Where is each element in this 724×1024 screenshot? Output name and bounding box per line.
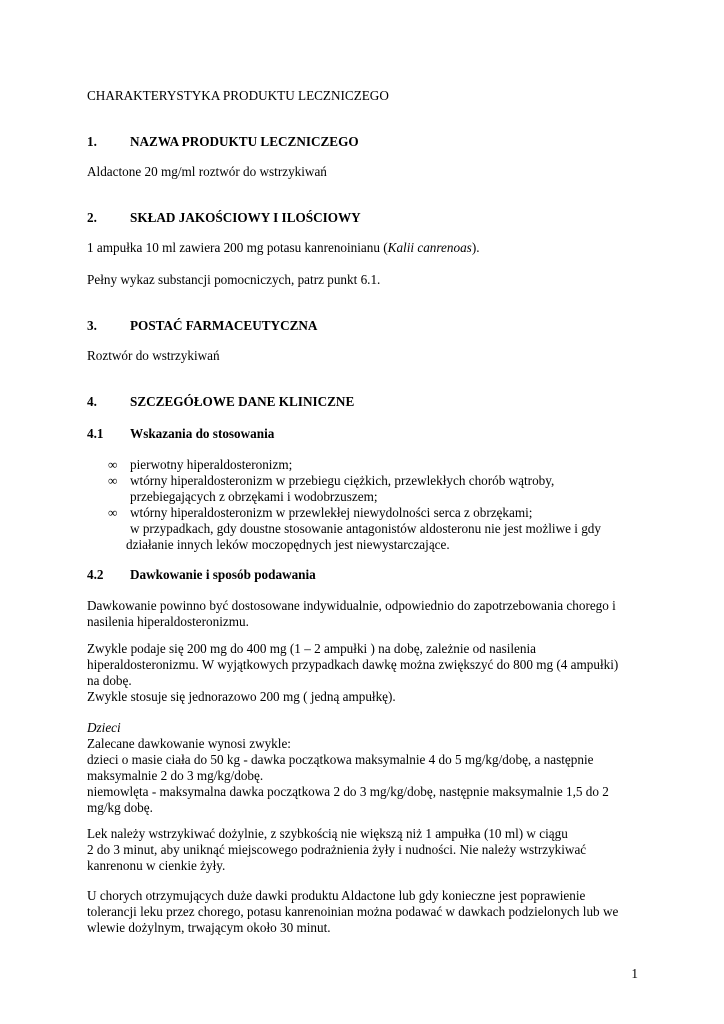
subsection-title: Wskazania do stosowania	[130, 426, 275, 441]
section-number: 3.	[87, 318, 97, 333]
paragraph	[87, 888, 647, 936]
infinity-bullet-icon: ∞	[108, 473, 118, 488]
list-item	[108, 457, 648, 473]
paragraph-line: mg/kg dobę.	[87, 800, 153, 815]
section-3-heading	[87, 318, 647, 334]
section-2-heading	[87, 210, 647, 226]
paragraph-line: niemowlęta - maksymalna dawka początkowa 2 do 3 mg/kg/dobę, następnie maksymalnie 1,5 do 2	[87, 784, 609, 799]
list-item-text: wtórny hiperaldosteronizm w przebiegu ciężkich, przewlekłych chorób wątroby,	[130, 473, 555, 488]
list-item	[108, 505, 648, 553]
paragraph-line: Dawkowanie powinno być dostosowane indywidualnie, odpowiednio do zapotrzebowania chorego i	[87, 598, 616, 613]
subsection-number: 4.1	[87, 426, 104, 441]
list-item-text: przebiegających z obrzękami i wodobrzuszem;	[130, 489, 378, 504]
excipients-text: Pełny wykaz substancji pomocniczych, patrz punkt 6.1.	[87, 272, 381, 287]
subsection-4-2-heading	[87, 567, 647, 583]
section-title: POSTAĆ FARMACEUTYCZNA	[130, 318, 318, 333]
paragraph-line: tolerancji leku przez chorego, potasu kanrenoinian można podawać w dawkach podzielonych lub we	[87, 904, 619, 919]
paragraph-line: Zwykle podaje się 200 mg do 400 mg (1 – 2 ampułki ) na dobę, zależnie od nasilenia	[87, 641, 536, 656]
list-item-text: działanie innych leków moczopędnych jest niewystarczające.	[126, 537, 450, 552]
document-title: CHARAKTERYSTYKA PRODUKTU LECZNICZEGO	[87, 88, 389, 103]
composition-text-part: ).	[471, 240, 480, 255]
page-number: 1	[631, 966, 638, 981]
paragraph	[87, 641, 647, 705]
pharmaceutical-form: Roztwór do wstrzykiwań	[87, 348, 220, 363]
section-number: 2.	[87, 210, 97, 225]
paragraph-line: kanrenonu w cienkie żyły.	[87, 858, 226, 873]
paragraph-line: na dobę.	[87, 673, 132, 688]
subsection-number: 4.2	[87, 567, 104, 582]
children-heading: Dzieci	[87, 720, 121, 735]
infinity-bullet-icon: ∞	[108, 457, 118, 472]
section-title: NAZWA PRODUKTU LECZNICZEGO	[130, 134, 359, 149]
composition-text-part: 1 ampułka 10 ml zawiera 200 mg potasu kanrenoinianu (	[87, 240, 388, 255]
list-item-text: w przypadkach, gdy doustne stosowanie antagonistów aldosteronu nie jest możliwe i gdy	[130, 521, 601, 536]
list-item-text: pierwotny hiperaldosteronizm;	[130, 457, 293, 472]
composition-text	[87, 240, 480, 256]
subsection-title: Dawkowanie i sposób podawania	[130, 567, 316, 582]
paragraph-line: wlewie dożylnym, trwającym około 30 minut.	[87, 920, 331, 935]
paragraph	[87, 598, 647, 630]
product-name: Aldactone 20 mg/ml roztwór do wstrzykiwań	[87, 164, 327, 179]
section-4-heading	[87, 394, 647, 410]
paragraph-line: hiperaldosteronizmu. W wyjątkowych przypadkach dawkę można zwiększyć do 800 mg (4 ampułki)	[87, 657, 619, 672]
paragraph-line: dzieci o masie ciała do 50 kg - dawka początkowa maksymalnie 4 do 5 mg/kg/dobę, a następnie	[87, 752, 594, 767]
section-title: SKŁAD JAKOŚCIOWY I ILOŚCIOWY	[130, 210, 361, 225]
subsection-4-1-heading	[87, 426, 647, 442]
section-number: 4.	[87, 394, 97, 409]
section-1-heading	[87, 134, 647, 150]
paragraph-line: U chorych otrzymujących duże dawki produktu Aldactone lub gdy konieczne jest poprawienie	[87, 888, 586, 903]
section-title: SZCZEGÓŁOWE DANE KLINICZNE	[130, 394, 355, 409]
paragraph-line: Zalecane dawkowanie wynosi zwykle:	[87, 736, 291, 751]
list-item	[108, 473, 648, 505]
paragraph-line: Zwykle stosuje się jednorazowo 200 mg ( jedną ampułkę).	[87, 689, 396, 704]
paragraph	[87, 826, 647, 874]
paragraph-line: 2 do 3 minut, aby uniknąć miejscowego podrażnienia żyły i nudności. Nie należy wstrzykiwać	[87, 842, 587, 857]
section-number: 1.	[87, 134, 97, 149]
latin-name: Kalii canrenoas	[387, 240, 472, 255]
paragraph-line: maksymalnie 2 do 3 mg/kg/dobę.	[87, 768, 264, 783]
paragraph-line: nasilenia hiperaldosteronizmu.	[87, 614, 249, 629]
children-dosing	[87, 720, 647, 816]
infinity-bullet-icon: ∞	[108, 505, 118, 520]
list-item-text: wtórny hiperaldosteronizm w przewlekłej niewydolności serca z obrzękami;	[130, 505, 533, 520]
paragraph-line: Lek należy wstrzykiwać dożylnie, z szybkością nie większą niż 1 ampułka (10 ml) w ciągu	[87, 826, 568, 841]
